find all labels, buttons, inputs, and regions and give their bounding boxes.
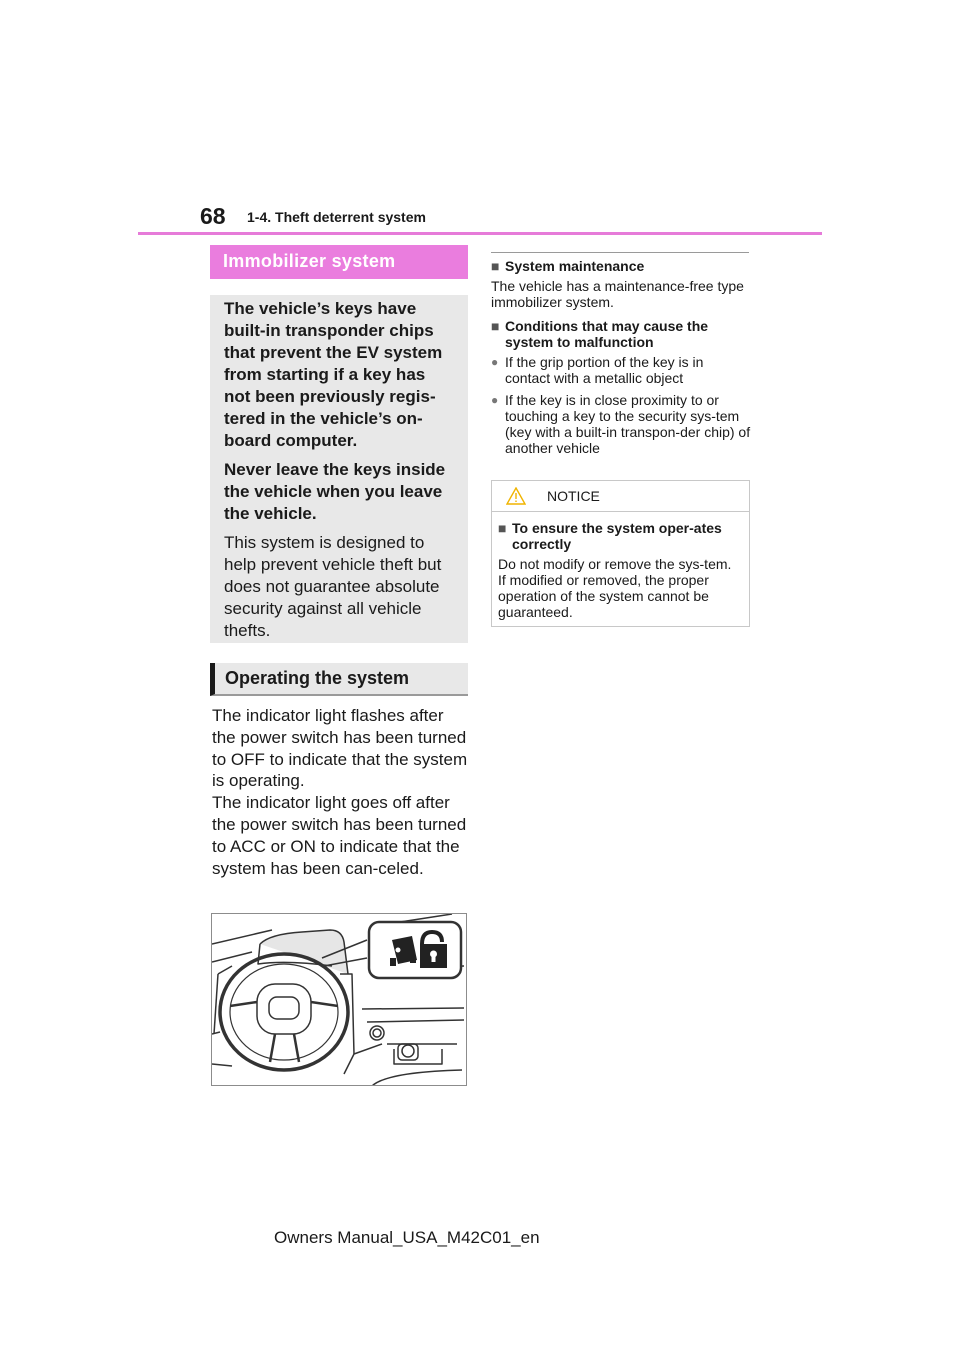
- square-marker: ■: [491, 258, 500, 274]
- page-number: 68: [200, 203, 226, 229]
- operating-para-1: The indicator light flashes after the power switch has been turned to OFF to indicate that the system is operating.: [212, 706, 468, 791]
- maintenance-heading-text: System maintenance: [505, 258, 645, 274]
- notice-box: [491, 480, 750, 627]
- square-marker: ■: [491, 318, 500, 334]
- malfunction-heading: [491, 318, 751, 350]
- notice-heading-text: To ensure the system oper-ates correctly: [512, 520, 722, 552]
- right-column: [491, 258, 751, 462]
- operating-heading: Operating the system: [210, 663, 468, 696]
- immobilizer-para-3: This system is designed to help prevent vehicle theft but does not guarantee absolute security against all vehicle thefts.: [224, 533, 442, 640]
- immobilizer-heading: Immobilizer system: [210, 245, 468, 279]
- notice-text: Do not modify or remove the sys-tem. If modified or removed, the proper operation of the system cannot be guaranteed.: [498, 556, 732, 620]
- notice-heading: [498, 520, 741, 552]
- square-marker: ■: [498, 520, 507, 536]
- maintenance-text: The vehicle has a maintenance-free type immobilizer system.: [491, 278, 744, 310]
- immobilizer-para-2: Never leave the keys inside the vehicle when you leave the vehicle.: [224, 460, 446, 523]
- bullet-marker: ●: [491, 393, 499, 407]
- header-rule: [138, 232, 822, 235]
- notice-body: [492, 512, 749, 620]
- footer-text: Owners Manual_USA_M42C01_en: [274, 1228, 540, 1247]
- list-item-text: If the grip portion of the key is in contact with a metallic object: [505, 354, 704, 386]
- notice-label: NOTICE: [547, 488, 600, 504]
- list-item-text: If the key is in close proximity to or touching a key to the security sys-tem (key with a built-in transpon-der chip) of another vehicle: [505, 392, 751, 456]
- operating-text: [212, 705, 470, 879]
- immobilizer-para-1: The vehicle’s keys have built-in transponder chips that prevent the EV system from starting if a key has not been previously regis-tered in the vehicle’s on-board computer.: [224, 299, 443, 450]
- warning-triangle-icon: [506, 487, 526, 505]
- section-title: 1-4. Theft deterrent system: [247, 209, 426, 225]
- maintenance-heading: [491, 258, 751, 274]
- list-item: [491, 354, 751, 386]
- right-column-rule: [491, 252, 749, 253]
- operating-para-2: The indicator light goes off after the power switch has been turned to ACC or ON to indicate that the system has been can-celed.: [212, 793, 467, 878]
- notice-header: [492, 481, 749, 512]
- immobilizer-summary-box: [210, 295, 468, 643]
- list-item: [491, 392, 751, 456]
- bullet-marker: ●: [491, 355, 499, 369]
- malfunction-heading-text: Conditions that may cause the system to malfunction: [505, 318, 709, 350]
- dashboard-drawing: [212, 914, 467, 1086]
- dashboard-illustration: [211, 913, 467, 1086]
